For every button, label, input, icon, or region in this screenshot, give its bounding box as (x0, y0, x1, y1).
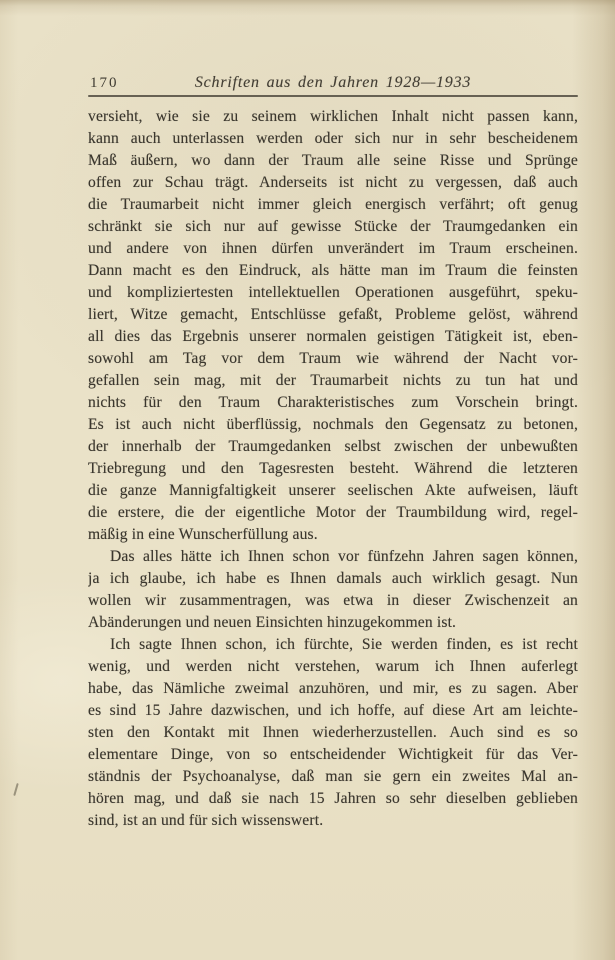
text-line: liert, Witze gemacht, Entschlüsse gefaßt, Probleme gelöst, während (88, 306, 578, 323)
text-line: und kompliziertesten intellektuellen Operationen ausgeführt, speku- (88, 284, 578, 301)
text-line: sten den Kontakt mit Ihnen wiederherzustellen. Auch sind es so (88, 724, 578, 741)
text-block (88, 106, 578, 832)
text-line: Es ist auch nicht überflüssig, nochmals den Gegensatz zu betonen, (88, 416, 578, 433)
text-line: Abänderungen und neuen Einsichten hinzugekommen ist. (88, 614, 457, 631)
text-line: Triebregung und den Tagesresten besteht. Während die letzteren (88, 460, 578, 477)
running-title: Schriften aus den Jahren 1928—1933 (194, 74, 472, 91)
text-line: offen zur Schau trägt. Anderseits ist nicht zu vergessen, daß auch (88, 174, 578, 191)
text-line: sowohl am Tag vor dem Traum wie während der Nacht vor- (88, 350, 578, 367)
text-line: kann auch unterlassen werden oder sich nur in sehr bescheidenem (88, 130, 578, 147)
text-line: ständnis der Psychoanalyse, daß man sie gern ein zweites Mal an- (88, 768, 578, 785)
page-number: 170 (90, 75, 119, 91)
text-line: nichts für den Traum Charakteristisches zum Vorschein bringt. (88, 394, 578, 411)
text-line: die Traumarbeit nicht immer gleich energisch verfährt; oft genug (88, 196, 578, 213)
text-line: und andere von ihnen dürfen unverändert im Traum erscheinen. (88, 240, 578, 257)
text-line: all dies das Ergebnis unserer normalen geistigen Tätigkeit ist, eben- (88, 328, 578, 345)
text-line: mäßig in eine Wunscherfüllung aus. (88, 526, 318, 543)
text-line: wenig, und werden nicht verstehen, warum ich Ihnen auferlegt (88, 658, 578, 675)
text-line: gefallen sein mag, mit der Traumarbeit nichts zu tun hat und (88, 372, 578, 389)
text-line: Das alles hätte ich Ihnen schon vor fünfzehn Jahren sagen können, (110, 548, 578, 565)
text-line: Ich sagte Ihnen schon, ich fürchte, Sie werden finden, es ist recht (110, 636, 578, 653)
text-line: der innerhalb der Traumgedanken selbst zwischen der unbewußten (88, 438, 578, 455)
text-line: schränkt sie sich nur auf gewisse Stücke der Traumgedanken ein (88, 218, 578, 235)
text-line: Maß äußern, wo dann der Traum alle seine Risse und Sprünge (88, 152, 578, 169)
text-line: hören mag, und daß sie nach 15 Jahren so sehr dieselben geblieben (88, 790, 578, 807)
text-line: versieht, wie sie zu seinem wirklichen Inhalt nicht passen kann, (88, 108, 578, 125)
header-rule (88, 95, 578, 97)
text-line: die erstere, die der eigentliche Motor der Traumbildung wird, regel- (88, 504, 578, 521)
text-line: sind, ist an und für sich wissenswert. (88, 812, 324, 829)
text-line: ja ich glaube, ich habe es Ihnen damals auch wirklich gesagt. Nun (88, 570, 578, 587)
text-line: Dann macht es den Eindruck, als hätte man im Traum die feinsten (88, 262, 578, 279)
text-line: die ganze Mannigfaltigkeit unserer seelischen Akte aufweisen, läuft (88, 482, 578, 499)
pencil-mark (13, 783, 19, 796)
text-line: wollen wir zusammentragen, was etwa in dieser Zwischenzeit an (88, 592, 578, 609)
text-line: habe, das Nämliche zweimal anzuhören, und mir, es zu sagen. Aber (88, 680, 578, 697)
running-header (88, 74, 578, 94)
text-line: elementare Dinge, von so entscheidender Wichtigkeit für das Ver- (88, 746, 578, 763)
text-line: es sind 15 Jahre dazwischen, und ich hoffe, auf diese Art am leichte- (88, 702, 578, 719)
